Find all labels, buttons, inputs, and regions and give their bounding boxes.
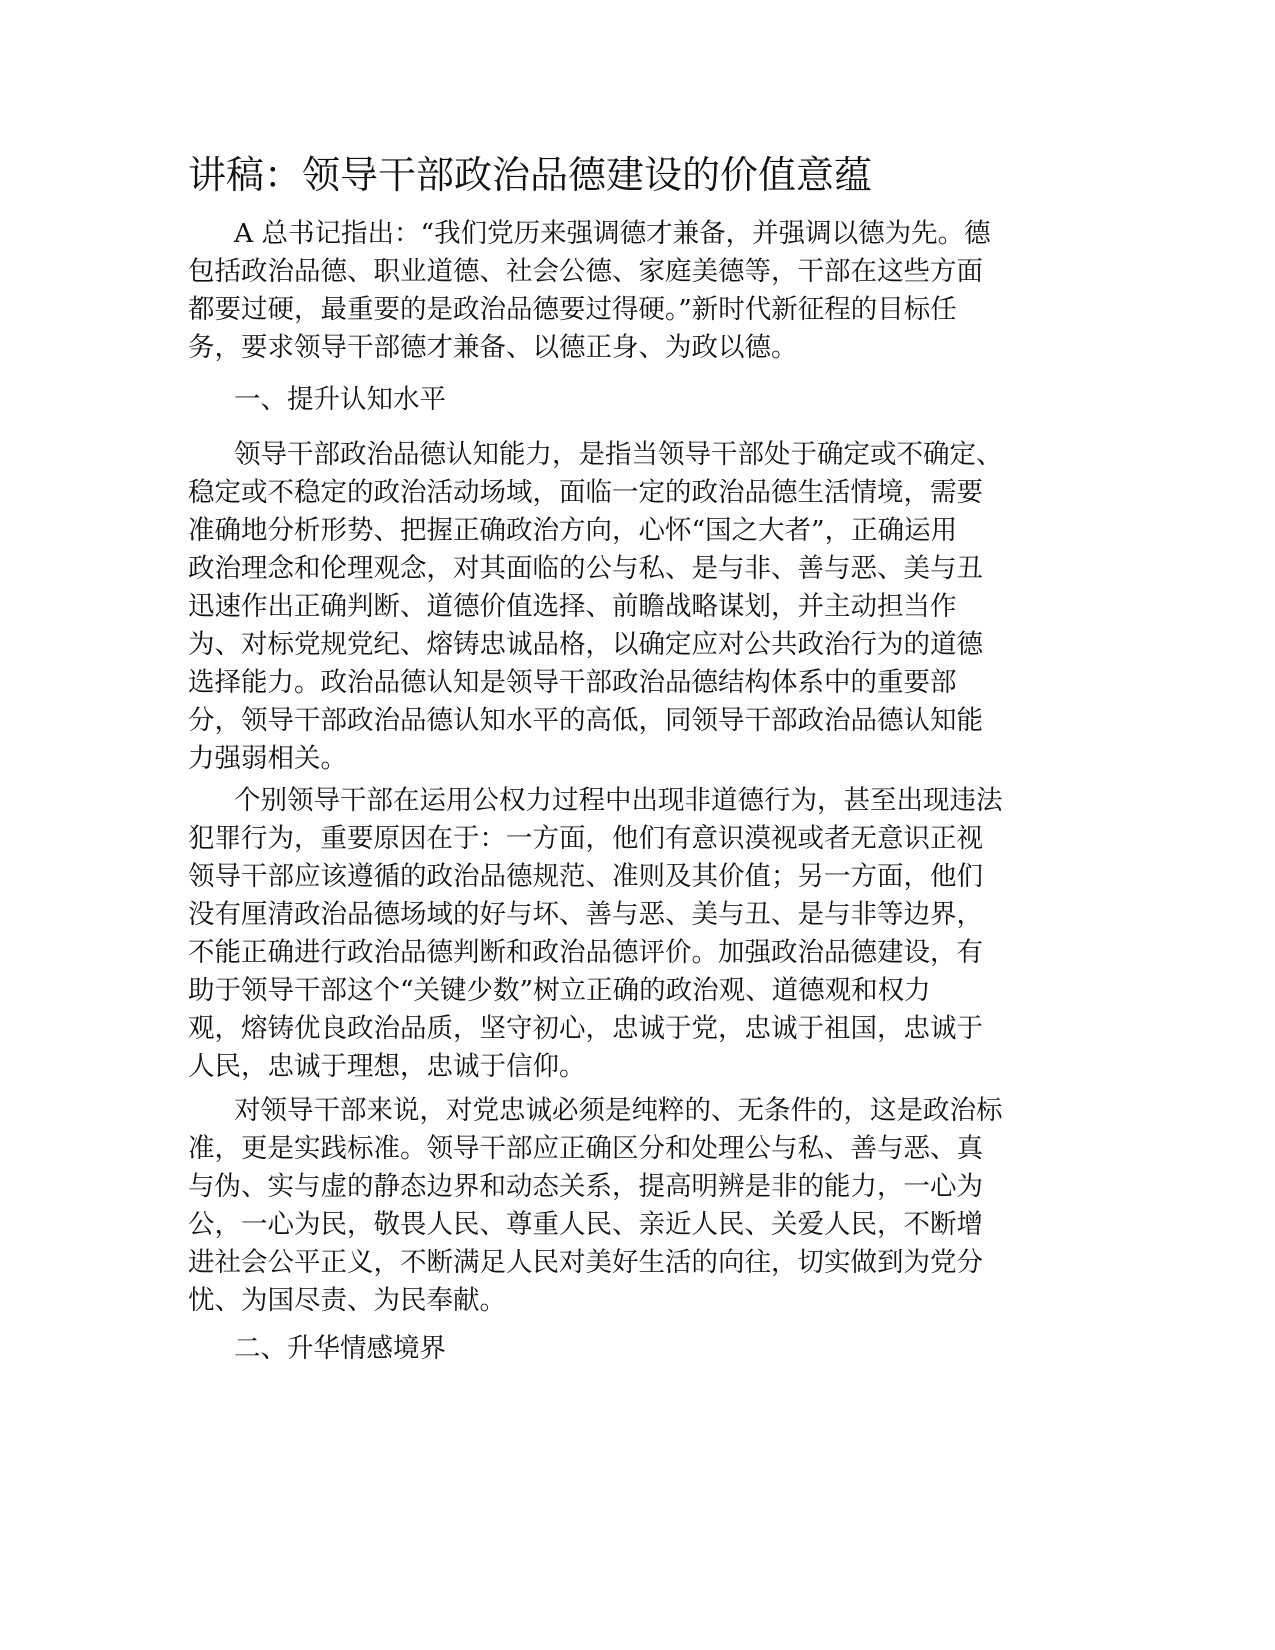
paragraph-2 <box>188 782 1078 1086</box>
text-line: 与伪、实与虚的静态边界和动态关系，提高明辨是非的能力，一心为 <box>188 1171 983 1202</box>
text-line: 没有厘清政治品德场域的好与坏、善与恶、美与丑、是与非等边界， <box>188 899 983 930</box>
text-line: 为、对标党规党纪、熔铸忠诚品格，以确定应对公共政治行为的道德 <box>188 629 983 660</box>
text-line: 政治理念和伦理观念，对其面临的公与私、是与非、善与恶、美与丑 <box>188 553 983 584</box>
text-line: 犯罪行为，重要原因在于：一方面，他们有意识漠视或者无意识正视 <box>188 823 983 854</box>
section-heading-1 <box>188 381 1078 419</box>
text-line: 助于领导干部这个“关键少数”树立正确的政治观、道德观和权力 <box>188 975 931 1006</box>
intro-paragraph <box>188 215 1078 367</box>
text-line: 力强弱相关。 <box>188 743 347 774</box>
text-line: A 总书记指出：“我们党历来强调德才兼备，并强调以德为先。德 <box>234 218 991 249</box>
text-line: 不能正确进行政治品德判断和政治品德评价。加强政治品德建设，有 <box>188 937 983 968</box>
text-line: 公，一心为民，敬畏人民、尊重人民、亲近人民、关爱人民，不断增 <box>188 1209 983 1240</box>
text-line: 对领导干部来说，对党忠诚必须是纯粹的、无条件的，这是政治标 <box>234 1095 1003 1126</box>
text-line: 观，熔铸优良政治品质，坚守初心，忠诚于党，忠诚于祖国，忠诚于 <box>188 1013 983 1044</box>
text-line: 人民，忠诚于理想，忠诚于信仰。 <box>188 1051 586 1082</box>
text-line: 稳定或不稳定的政治活动场域，面临一定的政治品德生活情境，需要 <box>188 477 983 508</box>
text-line: 准，更是实践标准。领导干部应正确区分和处理公与私、善与恶、真 <box>188 1133 983 1164</box>
text-line: 领导干部政治品德认知能力，是指当领导干部处于确定或不确定、 <box>234 439 1003 470</box>
text-line: 进社会公平正义，不断满足人民对美好生活的向往，切实做到为党分 <box>188 1247 983 1278</box>
text-line: 准确地分析形势、把握正确政治方向，心怀“国之大者”，正确运用 <box>188 515 958 546</box>
section-heading-text: 一、提升认知水平 <box>234 384 446 415</box>
text-line: 迅速作出正确判断、道德价值选择、前瞻战略谋划，并主动担当作 <box>188 591 957 622</box>
document-title: 讲稿：领导干部政治品德建设的价值意蕴 <box>188 153 873 197</box>
text-line: 包括政治品德、职业道德、社会公德、家庭美德等，干部在这些方面 <box>188 256 983 287</box>
text-line: 都要过硬，最重要的是政治品德要过得硬。”新时代新征程的目标任 <box>188 294 957 325</box>
text-line: 个别领导干部在运用公权力过程中出现非道德行为，甚至出现违法 <box>234 785 1003 816</box>
text-line: 务，要求领导干部德才兼备、以德正身、为政以德。 <box>188 332 798 363</box>
text-line: 分，领导干部政治品德认知水平的高低，同领导干部政治品德认知能 <box>188 705 983 736</box>
section-heading-text: 二、升华情感境界 <box>234 1333 446 1364</box>
text-line: 忧、为国尽责、为民奉献。 <box>188 1285 506 1316</box>
paragraph-1 <box>188 436 1078 778</box>
section-heading-2 <box>188 1330 1078 1368</box>
text-line: 领导干部应该遵循的政治品德规范、准则及其价值；另一方面，他们 <box>188 861 983 892</box>
text-line: 选择能力。政治品德认知是领导干部政治品德结构体系中的重要部 <box>188 667 957 698</box>
paragraph-3 <box>188 1092 1078 1320</box>
